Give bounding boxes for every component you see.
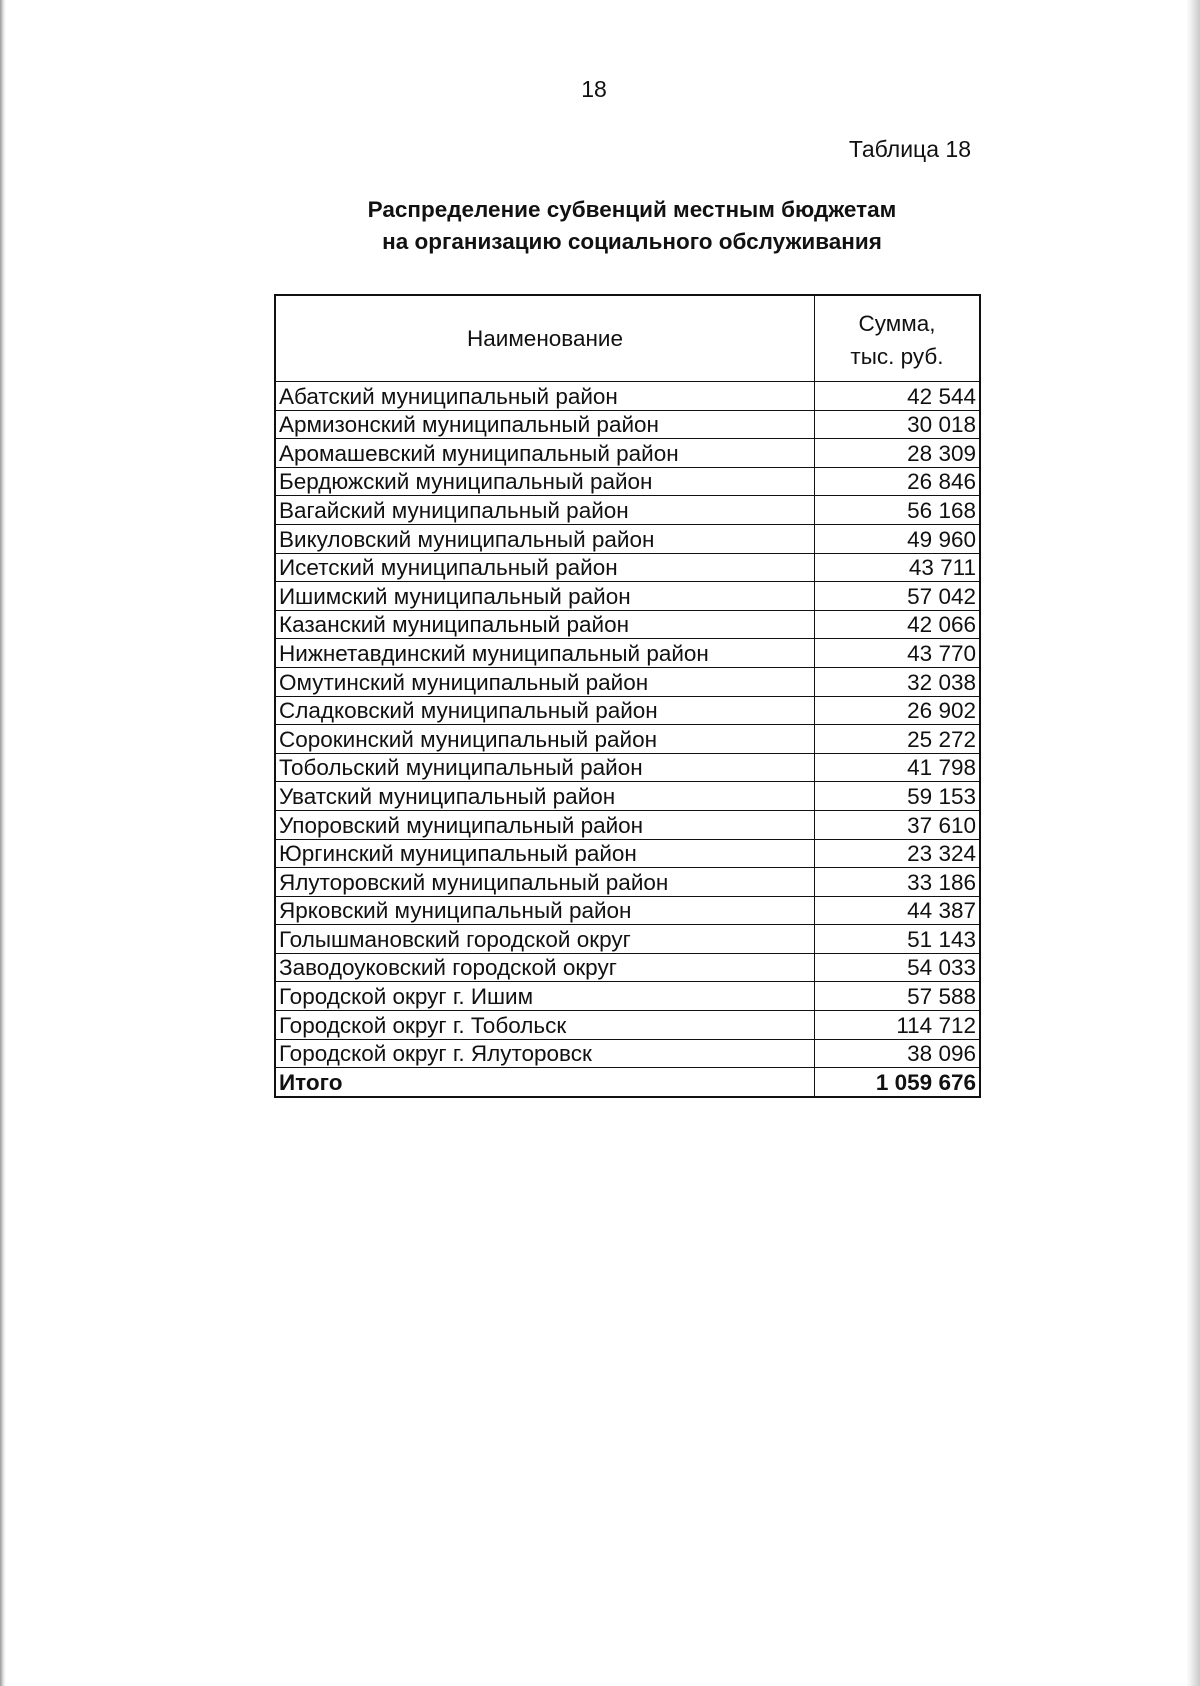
row-sum: 28 309 [815,439,981,468]
row-sum: 49 960 [815,524,981,553]
table-row [275,925,980,954]
row-sum: 41 798 [815,753,981,782]
row-name: Абатский муниципальный район [275,382,815,411]
table-label: Таблица 18 [848,136,971,162]
row-name: Нижнетавдинский муниципальный район [275,639,815,668]
table-row [275,810,980,839]
row-name: Армизонский муниципальный район [275,410,815,439]
row-sum: 26 902 [815,696,981,725]
header-sum [815,295,981,382]
table-row [275,467,980,496]
row-name: Бердюжский муниципальный район [275,467,815,496]
header-sum-line-1: Сумма, [858,311,936,336]
row-sum: 25 272 [815,725,981,754]
row-sum: 56 168 [815,496,981,525]
table-row [275,868,980,897]
row-name: Упоровский муниципальный район [275,810,815,839]
page-number: 18 [581,76,607,102]
table-row [275,639,980,668]
subvention-table [274,294,981,1098]
row-name: Исетский муниципальный район [275,553,815,582]
total-sum: 1 059 676 [815,1068,981,1098]
row-name: Тобольский муниципальный район [275,753,815,782]
table-row [275,667,980,696]
row-name: Голышмановский городской округ [275,925,815,954]
row-name: Городской округ г. Ишим [275,982,815,1011]
row-sum: 57 042 [815,582,981,611]
total-row [275,1068,980,1098]
table-row [275,1039,980,1068]
table-row [275,382,980,411]
row-name: Городской округ г. Ялуторовск [275,1039,815,1068]
row-sum: 51 143 [815,925,981,954]
row-sum: 54 033 [815,953,981,982]
row-name: Ярковский муниципальный район [275,896,815,925]
title-line-1: Распределение субвенций местным бюджетам [367,197,897,222]
row-sum: 42 066 [815,610,981,639]
header-sum-line-2: тыс. руб. [850,344,944,369]
table-row [275,782,980,811]
table-row [275,410,980,439]
row-name: Омутинский муниципальный район [275,667,815,696]
row-sum: 26 846 [815,467,981,496]
table-row [275,696,980,725]
row-sum: 43 711 [815,553,981,582]
table-row [275,439,980,468]
header-name: Наименование [275,295,815,382]
row-name: Уватский муниципальный район [275,782,815,811]
table-row [275,553,980,582]
row-name: Вагайский муниципальный район [275,496,815,525]
row-name: Городской округ г. Тобольск [275,1011,815,1040]
total-label: Итого [275,1068,815,1098]
table-row [275,725,980,754]
row-name: Ишимский муниципальный район [275,582,815,611]
row-sum: 43 770 [815,639,981,668]
table-row [275,953,980,982]
row-sum: 33 186 [815,868,981,897]
table-row [275,753,980,782]
row-sum: 32 038 [815,667,981,696]
document-title [0,194,1200,258]
table-row [275,1011,980,1040]
row-sum: 23 324 [815,839,981,868]
table-row [275,896,980,925]
row-sum: 42 544 [815,382,981,411]
table-row [275,610,980,639]
row-sum: 30 018 [815,410,981,439]
row-sum: 114 712 [815,1011,981,1040]
row-sum: 44 387 [815,896,981,925]
table-body [275,382,980,1098]
row-name: Заводоуковский городской округ [275,953,815,982]
row-name: Ялуторовский муниципальный район [275,868,815,897]
row-sum: 37 610 [815,810,981,839]
table-row [275,839,980,868]
table-row [275,982,980,1011]
row-name: Сорокинский муниципальный район [275,725,815,754]
row-sum: 59 153 [815,782,981,811]
row-sum: 57 588 [815,982,981,1011]
header-row [275,295,980,382]
table-row [275,496,980,525]
row-name: Казанский муниципальный район [275,610,815,639]
row-name: Аромашевский муниципальный район [275,439,815,468]
row-name: Юргинский муниципальный район [275,839,815,868]
table-row [275,524,980,553]
row-sum: 38 096 [815,1039,981,1068]
row-name: Сладковский муниципальный район [275,696,815,725]
title-line-2: на организацию социального обслуживания [382,229,882,254]
table-row [275,582,980,611]
row-name: Викуловский муниципальный район [275,524,815,553]
table-header [275,295,980,382]
